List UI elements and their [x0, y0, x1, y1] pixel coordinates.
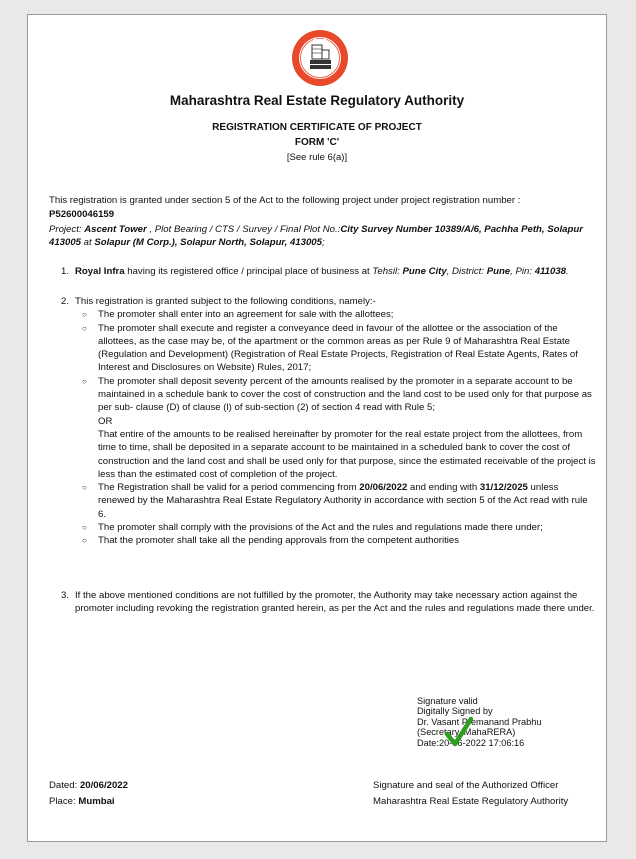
item-3-text: If the above mentioned conditions are not fulfilled by the promoter, the Authority may take necessary action against the promoter including revoking the registration granted herein, as per the Act and the rules and regulations made there under. — [75, 590, 595, 615]
validity-post: unless renewed by the Maharashtra Real Estate Regulatory Authority in accordance with section 5 of the Act read with rule 6. — [98, 482, 588, 520]
district-label: , District: — [446, 266, 487, 277]
svg-text:★ ★ ★: ★ ★ ★ — [312, 38, 328, 43]
condition-text-alt: That entire of the amounts to be realised hereinafter by promoter for the real estate project from the allottees, from time to time, shall be deposited in a separate account to be maintained in a scheduled bank to cover the cost of construction and the land cost and shall be used only for that purpose, since the estimated receivable of the project is less than the estimated cost of completion of the project. — [98, 428, 596, 480]
digital-signature-block — [417, 696, 541, 748]
project-name: Ascent Tower — [84, 224, 147, 235]
condition-text: The promoter shall execute and register a conveyance deed in favour of the allottee or the association of the allottees, as the case may be, of the apartment or the common areas as per Rule 9 of Maharashtra Real Estate (Regulation and Development) (Registration of Real Estate Projects, Registration of Real Estate Agents, Rates of Interest and Disclosures on Website) Rules, 2017; — [98, 322, 578, 374]
place-line — [49, 794, 128, 810]
certificate-title: REGISTRATION CERTIFICATE OF PROJECT — [212, 122, 422, 133]
signatory-designation: (Secretary, MahaRERA) — [417, 727, 516, 738]
bullet-icon: ○ — [82, 376, 87, 386]
footer-date-place — [49, 778, 128, 810]
item-3-number: 3. — [61, 590, 70, 601]
bullet-icon: ○ — [82, 523, 87, 533]
validity-end-date: 31/12/2025 — [479, 482, 528, 494]
certificate-page — [27, 14, 607, 842]
project-end: ; — [321, 237, 325, 249]
district-value: Pune — [486, 266, 511, 277]
condition-or: OR — [98, 415, 113, 427]
condition-agreement — [75, 308, 597, 321]
dated-value: 20/06/2022 — [79, 780, 128, 791]
form-label: FORM 'C' — [294, 137, 340, 148]
condition-text: The promoter shall enter into an agreement for sale with the allottees; — [98, 309, 394, 321]
project-location: Solapur (M Corp.), Solapur North, Solapur, 413005 — [94, 237, 322, 249]
conditions-intro: This registration is granted subject to the following conditions, namely:- — [75, 296, 376, 307]
bullet-icon: ○ — [82, 310, 87, 320]
dated-label: Dated: — [49, 780, 80, 791]
at-label: at — [81, 237, 95, 249]
condition-text: The promoter shall deposit seventy percent of the amounts realised by the promoter in a separate account to be maintained in a schedule bank to cover the cost of construction and the land cost to be used only for that purpose as per sub- clause (D) of clause (l) of sub-section (2) of section 4 read with Rule 5; — [98, 375, 592, 414]
promoter-name: Royal Infra — [75, 266, 125, 277]
item-3 — [49, 589, 597, 616]
validity-start-date: 20/06/2022 — [359, 482, 408, 494]
condition-approvals — [75, 534, 597, 547]
place-label: Place: — [49, 796, 79, 807]
condition-conveyance — [75, 322, 597, 375]
project-label: Project: — [49, 224, 85, 235]
condition-text: That the promoter shall take all the pending approvals from the competent authorities — [98, 535, 460, 547]
maharera-logo — [291, 29, 349, 87]
bullet-icon: ○ — [82, 323, 87, 333]
condition-validity — [75, 481, 597, 521]
place-value: Mumbai — [78, 796, 115, 807]
condition-text: The promoter shall comply with the provisions of the Act and the rules and regulations made there under; — [98, 522, 543, 534]
registration-number: P52600046159 — [49, 209, 115, 220]
condition-comply — [75, 521, 597, 534]
plot-value: City Survey Number 10389/A/6, Pachha Peth, Solapur 413005 — [49, 224, 583, 249]
intro-paragraph: This registration is granted under section 5 of the Act to the following project under project registration number : — [49, 195, 521, 206]
signature-status: Signature valid — [417, 696, 478, 706]
item-2 — [49, 295, 597, 548]
pin-label: , Pin: — [510, 266, 535, 277]
condition-deposit — [75, 375, 597, 481]
item-1-end: . — [566, 266, 569, 277]
footer-signature-seal — [373, 778, 568, 810]
signature-date: Date:20-06-2022 17:06:16 — [417, 737, 525, 748]
signature-signed-by: Digitally Signed by — [417, 706, 493, 717]
promoter-address-label: having its registered office / principal place of business at — [124, 266, 373, 277]
tehsil-value: Pune City — [402, 266, 447, 277]
plot-label: , Plot Bearing / CTS / Survey / Final Plot No.: — [146, 224, 341, 235]
tehsil-label: Tehsil: — [372, 266, 403, 277]
checkmark-icon — [445, 716, 473, 748]
authorized-officer-label: Signature and seal of the Authorized Officer — [373, 780, 559, 791]
bullet-icon: ○ — [82, 483, 87, 493]
validity-pre: The Registration shall be valid for a period commencing from — [98, 482, 360, 494]
dated-line — [49, 778, 128, 794]
item-1-number: 1. — [61, 266, 70, 277]
item-1 — [49, 265, 597, 278]
validity-mid: and ending with — [407, 482, 480, 494]
authority-heading: Maharashtra Real Estate Regulatory Authority — [169, 93, 465, 108]
project-details — [49, 223, 594, 250]
authority-name-footer: Maharashtra Real Estate Regulatory Authority — [373, 796, 569, 807]
bullet-icon: ○ — [82, 536, 87, 546]
conditions-list — [75, 308, 597, 547]
pin-value: 411038 — [534, 266, 566, 277]
signatory-name: Dr. Vasant Premanand Prabhu — [417, 716, 542, 727]
rule-reference: [See rule 6(a)] — [286, 152, 348, 163]
item-2-number: 2. — [61, 296, 70, 307]
